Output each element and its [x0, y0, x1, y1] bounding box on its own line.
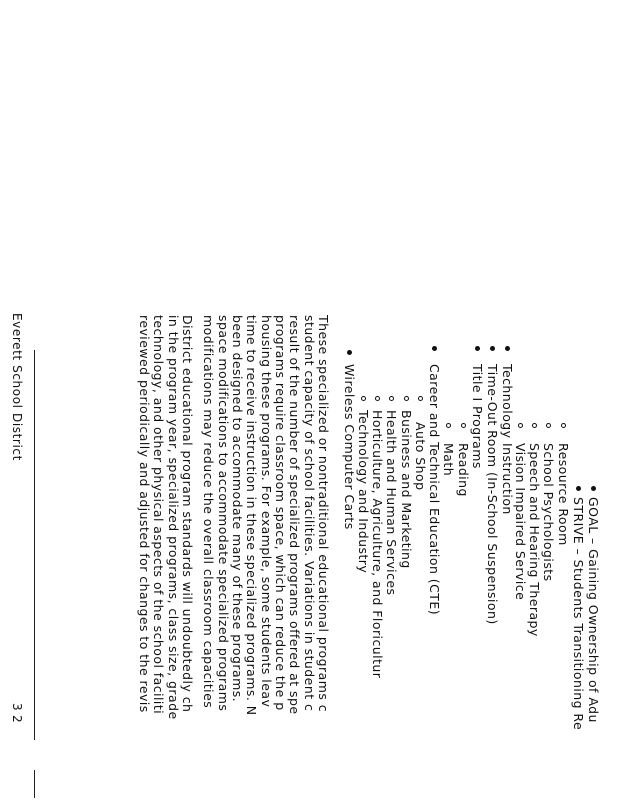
list-item-business-marketing: Business and Marketing [399, 410, 414, 569]
circle-bullet-icon [446, 423, 451, 428]
circle-bullet-icon [532, 423, 537, 428]
footer-rule [34, 350, 35, 740]
circle-bullet-icon [375, 396, 380, 401]
list-item-cte: Career and Technical Education (CTE) [427, 364, 442, 616]
paragraph-2-line: in the program year, specialized programs, class size, grade [166, 315, 181, 720]
paragraph-1-line: student capacity of school facilities. Variations in student c [302, 315, 317, 712]
list-item-horticulture: Horticulture, Agriculture, and Floricultur [370, 410, 385, 679]
list-item-resource-room: Resource Room [556, 443, 571, 546]
footer-district-name: Everett School District [10, 313, 24, 461]
circle-bullet-icon [361, 396, 366, 401]
paragraph-1-line: been designed to accommodate many of these programs. [230, 315, 245, 703]
footer-rule-right [34, 770, 35, 798]
bullet-icon [432, 346, 437, 351]
bullet-icon [576, 486, 581, 491]
list-item-technology-instruction: Technology Instruction [500, 364, 515, 515]
paragraph-2-line: District educational program standards will undoubtedly ch [180, 315, 195, 713]
list-item-school-psychologists: School Psychologists [541, 443, 556, 582]
list-item-math: Math [441, 443, 456, 477]
page-number: 3 2 [10, 703, 24, 723]
bullet-icon [475, 346, 480, 351]
circle-bullet-icon [418, 396, 423, 401]
circle-bullet-icon [546, 423, 551, 428]
list-item-vision-impaired: Vision Impaired Service [513, 443, 528, 601]
list-item-speech-hearing: Speech and Hearing Therapy [527, 443, 542, 637]
list-item-time-out-room: Time-Out Room (In-School Suspension) [485, 364, 500, 625]
paragraph-1-line: space modifications to accommodate specialized programs [216, 315, 231, 712]
paragraph-1-line: housing these programs. For example, some students leav [259, 315, 274, 708]
paragraph-2-line: technology, and other physical aspects of the school faciliti [151, 315, 166, 715]
list-item-health-human: Health and Human Services [384, 410, 399, 596]
paragraph-1-line: These specialized or nontraditional educational programs c [316, 315, 331, 713]
circle-bullet-icon [561, 423, 566, 428]
bullet-icon [347, 350, 352, 355]
paragraph-1-line: modifications may reduce the overall classroom capacities [201, 315, 216, 709]
paragraph-1-line: programs require classroom space, which can reduce the p [273, 315, 288, 711]
circle-bullet-icon [518, 423, 523, 428]
circle-bullet-icon [404, 396, 409, 401]
list-item-strive: STRIVE – Students Transitioning Re [571, 497, 586, 731]
circle-bullet-icon [389, 396, 394, 401]
list-item-tech-industry: Technology and Industry [356, 410, 371, 574]
list-item-goal: GOAL – Gaining Ownership of Adu [586, 497, 601, 723]
list-item-wireless-carts: Wireless Computer Carts [342, 364, 357, 530]
paragraph-2-line: reviewed periodically and adjusted for changes to the revis [137, 315, 152, 713]
bullet-icon [490, 346, 495, 351]
bullet-icon [591, 486, 596, 491]
list-item-reading: Reading [456, 443, 471, 497]
list-item-auto-shop: Auto Shop [413, 422, 428, 491]
paragraph-1-line: time to receive instruction in these specialized programs. N [244, 315, 259, 716]
paragraph-1-line: result of the number of specialized programs offered at spe [287, 315, 302, 715]
circle-bullet-icon [461, 423, 466, 428]
list-item-title-i: Title I Programs [470, 364, 485, 469]
bullet-icon [505, 346, 510, 351]
